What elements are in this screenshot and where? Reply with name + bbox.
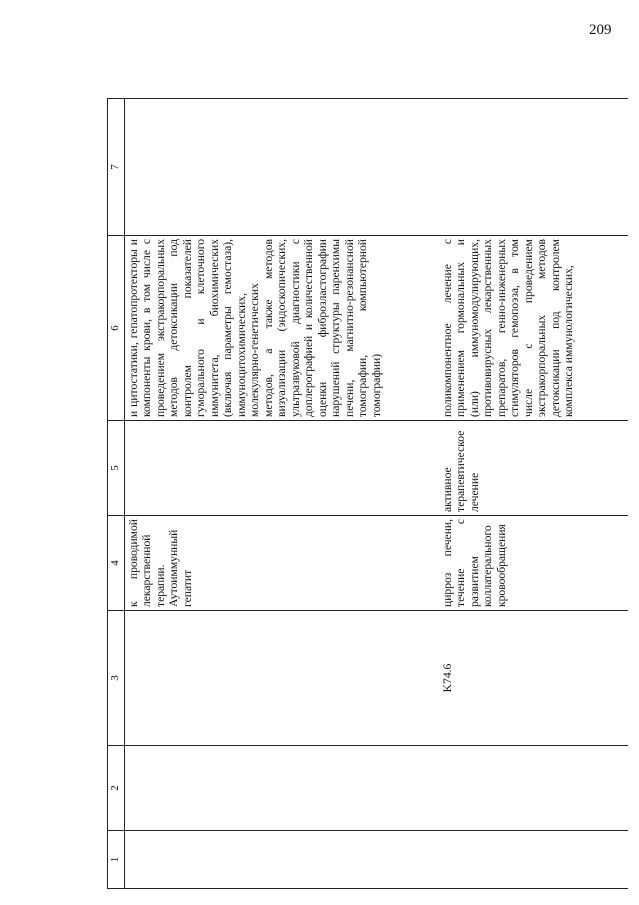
column-header-1: 1 (108, 831, 125, 889)
table-row (439, 99, 628, 889)
column-header-7: 7 (108, 99, 125, 236)
cell-treatment-type: активное терапевтическое лечение (439, 421, 628, 516)
rotated-table-container (107, 99, 636, 889)
column-header-6: 6 (108, 236, 125, 421)
column-header-3: 3 (108, 611, 125, 746)
cell-c7 (439, 99, 628, 236)
cell-c7 (124, 99, 439, 236)
table-row (124, 99, 439, 889)
cell-treatment-method: и цитостатики, гепатопротекторы и компоненты крови, в том числе с проведением экстракорпоральных методов детоксикации под контролем показателей гуморального и клеточного иммунитета, биохимических (включая параметры гемостаза), иммуноцитохимических, молекулярно-генетических методов, а также методов визуализации (эндоскопических, ультразвуковой диагностики с доплерографией и количественной оценки фиброзластографии нарушений структуры паренхимы печени, магнитно-резонансной томографии, компьютерной томографии) (124, 236, 439, 421)
cell-treatment-method: поликомпонентное лечение с применением гормональных и (или) иммуномодулирующих, противовирусных лекарственных препаратов, генно-инженерных стимуляторов гемопоэза, в том числе с проведением экстракорпоральных методов детоксикации под контролем комплекса иммунологических, (439, 236, 628, 421)
cell-c2 (124, 746, 439, 831)
page-number: 209 (589, 22, 612, 38)
cell-c1 (124, 831, 439, 889)
cell-diagnosis: цирроз печени, течение с развитием коллатерального кровообращения (439, 516, 628, 611)
cell-c2 (439, 746, 628, 831)
medical-care-table (107, 98, 628, 889)
column-header-5: 5 (108, 421, 125, 516)
cell-c1 (439, 831, 628, 889)
column-header-2: 2 (108, 746, 125, 831)
cell-icd-code: K74.6 (439, 611, 628, 746)
column-header-4: 4 (108, 516, 125, 611)
cell-diagnosis: к проводимой лекарственной терапии. Аутоиммунный гепатит (124, 516, 439, 611)
cell-treatment-type (124, 421, 439, 516)
cell-c3 (124, 611, 439, 746)
column-number-row (108, 99, 125, 889)
